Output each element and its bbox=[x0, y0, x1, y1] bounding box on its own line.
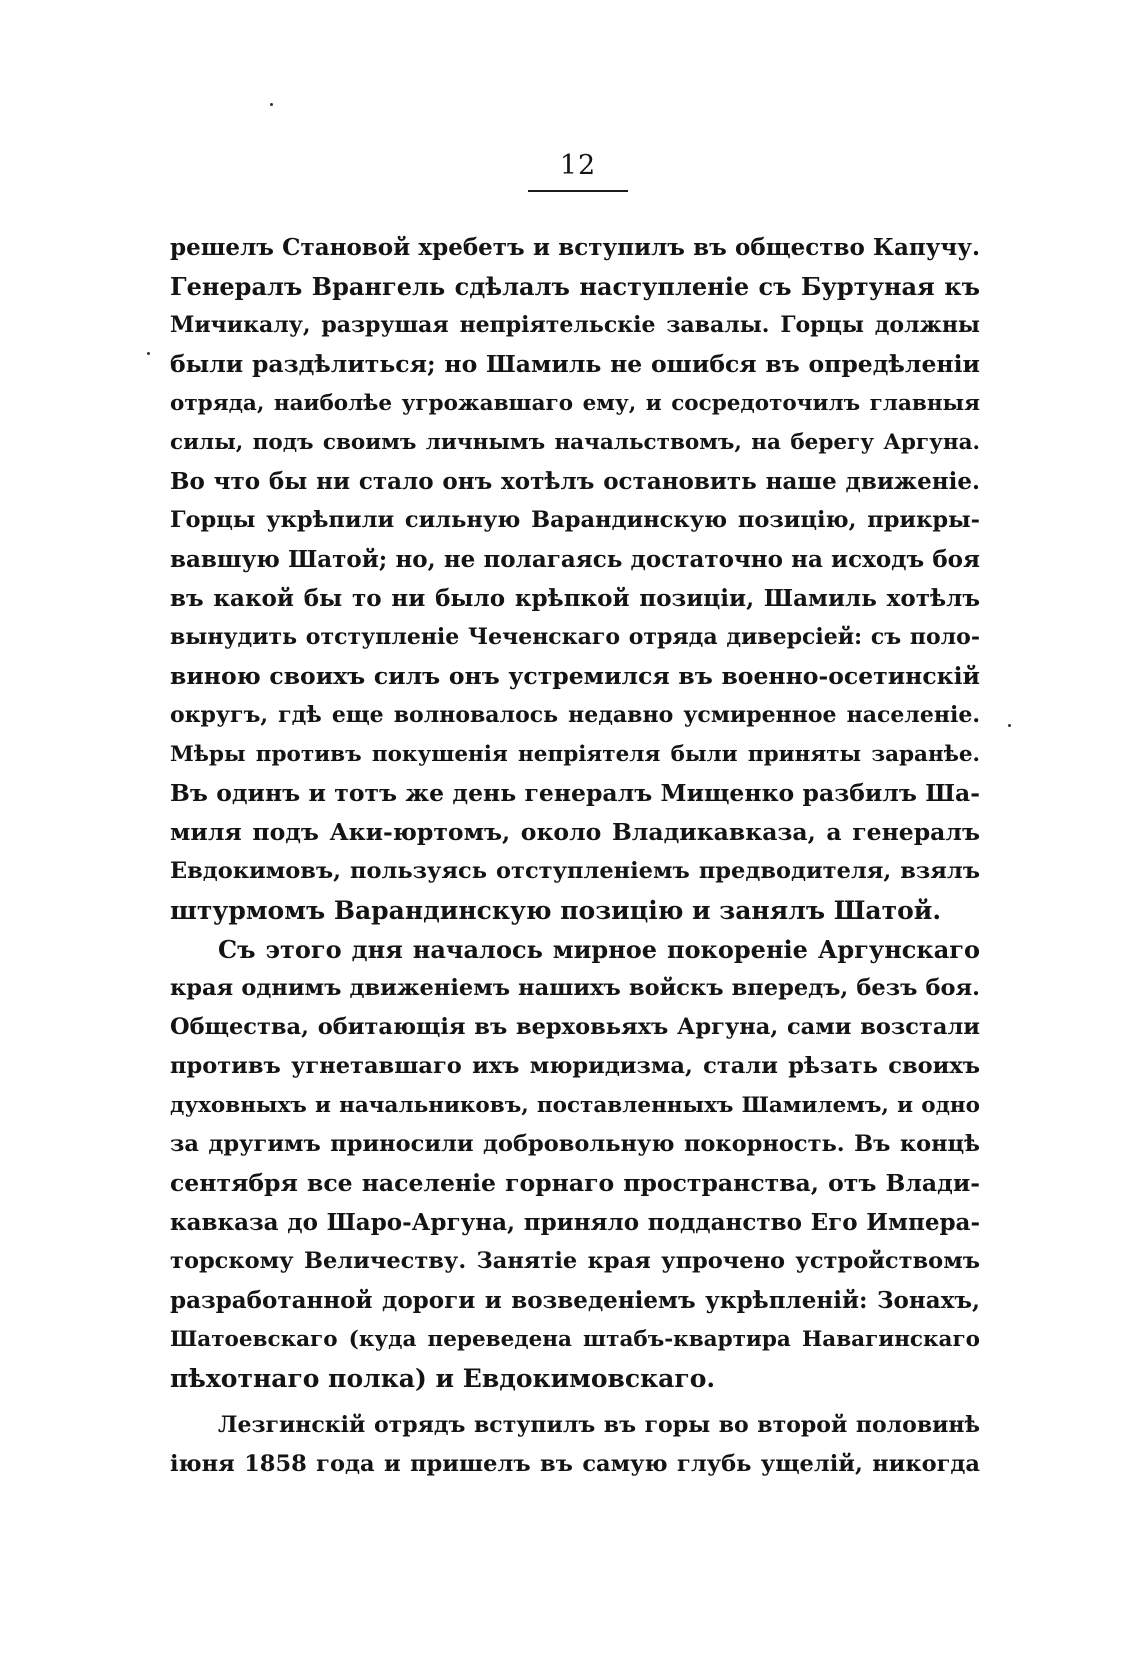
text-line: Въ одинъ и тотъ же день генералъ Мищенко разбилъ Ша- bbox=[170, 779, 980, 807]
text-line: Шатоевскаго (куда переведена штабъ-квартира Навагинскаго bbox=[170, 1327, 980, 1352]
text-line: пѣхотнаго полка) и Евдокимовскаго. bbox=[170, 1364, 716, 1393]
text-line: виною своихъ силъ онъ устремился въ военно-осетинскій bbox=[170, 662, 980, 690]
text-line: Лезгинскій отрядъ вступилъ въ горы во второй половинѣ bbox=[218, 1412, 980, 1438]
print-speck-right bbox=[1008, 724, 1011, 727]
paragraph-2 bbox=[170, 930, 980, 1398]
text-line: Съ этого дня началось мирное покореніе Аргунскаго bbox=[218, 935, 980, 964]
text-line: решелъ Становой хребетъ и вступилъ въ общество Капучу. bbox=[170, 234, 980, 261]
text-line: Во что бы ни стало онъ хотѣлъ остановить наше движеніе. bbox=[170, 468, 980, 495]
text-body bbox=[170, 228, 980, 1484]
text-line: Мѣры противъ покушенія непріятеля были приняты заранѣе. bbox=[170, 742, 980, 767]
text-line: Горцы укрѣпили сильную Варандинскую позицію, прикры- bbox=[170, 507, 980, 533]
text-line: противъ угнетавшаго ихъ мюридизма, стали рѣзать своихъ bbox=[170, 1053, 980, 1079]
print-speck-top bbox=[270, 103, 273, 106]
page-number: 12 bbox=[559, 150, 597, 181]
text-line: торскому Величеству. Занятіе края упрочено устройствомъ bbox=[170, 1248, 980, 1274]
text-line: Генералъ Врангель сдѣлалъ наступленіе съ Буртуная къ bbox=[170, 272, 980, 301]
text-line: разработанной дороги и возведеніемъ укрѣпленій: Зонахъ, bbox=[170, 1287, 980, 1314]
text-line: силы, подъ своимъ личнымъ начальствомъ, на берегу Аргуна. bbox=[170, 430, 980, 455]
print-speck-left bbox=[147, 352, 150, 355]
paragraph-3 bbox=[170, 1406, 980, 1484]
text-line: Общества, обитающія въ верховьяхъ Аргуна, сами возстали bbox=[170, 1014, 980, 1040]
text-line: вавшую Шатой; но, не полагаясь достаточно на исходъ боя bbox=[170, 546, 980, 573]
text-line: за другимъ приносили добровольную покорность. Въ концѣ bbox=[170, 1131, 980, 1157]
paragraph-1 bbox=[170, 228, 980, 930]
text-line: іюня 1858 года и пришелъ въ самую глубь ущелій, никогда bbox=[170, 1451, 980, 1477]
text-line: сентября все населеніе горнаго пространства, отъ Влади- bbox=[170, 1169, 980, 1197]
text-line: въ какой бы то ни было крѣпкой позиціи, Шамиль хотѣлъ bbox=[170, 585, 980, 612]
text-line: штурмомъ Варандинскую позицію и занялъ Шатой. bbox=[170, 896, 942, 925]
text-line: вынудить отступленіе Чеченскаго отряда диверсіей: съ поло- bbox=[170, 624, 980, 650]
text-line: Евдокимовъ, пользуясь отступленіемъ предводителя, взялъ bbox=[170, 858, 980, 884]
text-line: отряда, наиболѣе угрожавшаго ему, и сосредоточилъ главныя bbox=[170, 391, 980, 416]
text-line: кавказа до Шаро-Аргуна, приняло подданство Его Импера- bbox=[170, 1209, 980, 1236]
paragraph-gap bbox=[170, 1398, 980, 1406]
page-number-rule bbox=[528, 190, 628, 192]
text-line: миля подъ Аки-юртомъ, около Владикавказа, а генералъ bbox=[170, 818, 980, 846]
text-line: были раздѣлиться; но Шамиль не ошибся въ опредѣленіи bbox=[170, 350, 980, 378]
text-line: округъ, гдѣ еще волновалось недавно усмиренное населеніе. bbox=[170, 702, 980, 728]
text-line: Мичикалу, разрушая непріятельскіе завалы. Горцы должны bbox=[170, 312, 980, 338]
text-line: духовныхъ и начальниковъ, поставленныхъ Шамилемъ, и одно bbox=[170, 1093, 980, 1118]
text-line: края однимъ движеніемъ нашихъ войскъ впередъ, безъ боя. bbox=[170, 975, 980, 1001]
